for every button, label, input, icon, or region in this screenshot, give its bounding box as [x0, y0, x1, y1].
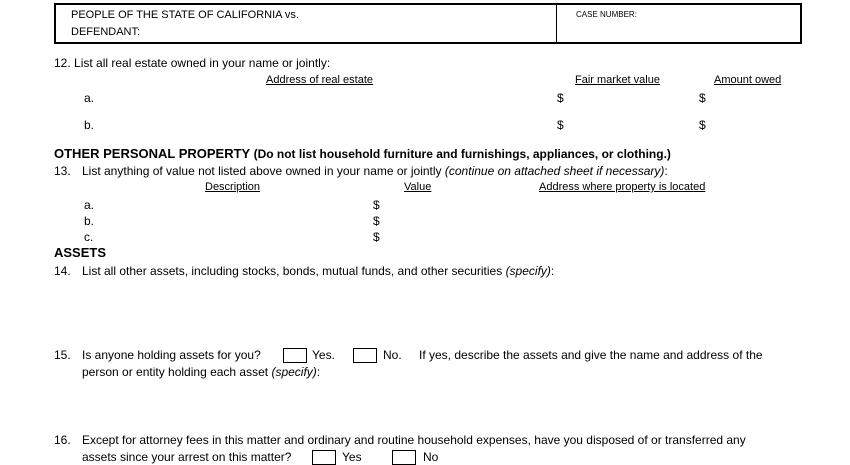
- q14-italic: (specify): [505, 264, 551, 278]
- q15-yes-checkbox[interactable]: [283, 348, 307, 363]
- q16-text: Except for attorney fees in this matter and ordinary and routine household expenses, have you disposed of or transferred any: [82, 433, 746, 447]
- q16-line2: assets since your arrest on this matter?: [82, 450, 292, 464]
- q16-yes-label: Yes: [342, 450, 362, 464]
- q15-line2-italic: (specify): [271, 365, 317, 379]
- other-personal-note: (Do not list household furniture and furnishings, appliances, or clothing.): [250, 147, 671, 161]
- q14-colon: :: [550, 264, 555, 278]
- q12-col-address: Address of real estate: [266, 74, 374, 86]
- q12-col-owed: Amount owed: [714, 74, 782, 86]
- assets-heading: ASSETS: [54, 245, 107, 260]
- q15-line2: [82, 365, 320, 379]
- q12-row-a-letter: a.: [84, 91, 95, 105]
- q16-no-label: No: [423, 450, 439, 464]
- people-line: PEOPLE OF THE STATE OF CALIFORNIA vs.: [71, 9, 299, 21]
- q13-row-a-value: $: [373, 198, 380, 212]
- q12-col-fmv: Fair market value: [575, 74, 660, 86]
- caption-left-cell: [56, 5, 557, 42]
- case-number-label: CASE NUMBER:: [576, 10, 637, 19]
- q15-num: 15.: [54, 348, 71, 362]
- q12-row-b-fmv: $: [557, 118, 564, 132]
- q13-row-a-letter: a.: [84, 198, 95, 212]
- q15-line2-text: person or entity holding each asset: [82, 365, 272, 379]
- q12-row-b-owed: $: [699, 118, 706, 132]
- q13-num: 13.: [54, 164, 71, 178]
- q13-text: List anything of value not listed above owned in your name or jointly: [82, 164, 445, 178]
- q16-yes-checkbox[interactable]: [312, 450, 336, 465]
- q13-col-value: Value: [404, 181, 432, 193]
- q15-instructions: If yes, describe the assets and give the name and address of the: [419, 348, 763, 362]
- q12-row-a-owed: $: [699, 91, 706, 105]
- q15-no-checkbox[interactable]: [353, 348, 377, 363]
- q15-text: Is anyone holding assets for you?: [82, 348, 261, 362]
- q13-col-address: Address where property is located: [539, 181, 706, 193]
- q13-colon: :: [664, 164, 668, 178]
- q13-row-b-letter: b.: [84, 214, 95, 228]
- q15-no-label: No.: [383, 348, 402, 362]
- q13-row-b-value: $: [373, 214, 380, 228]
- q13-italic: (continue on attached sheet if necessary): [444, 164, 665, 178]
- q14-num: 14.: [54, 264, 71, 278]
- q13-row-c-value: $: [373, 230, 380, 244]
- caption-box: [54, 3, 802, 44]
- other-personal-title: OTHER PERSONAL PROPERTY: [54, 146, 251, 161]
- q14-text: List all other assets, including stocks, bonds, mutual funds, and other securities: [82, 264, 506, 278]
- q14-line: [82, 264, 554, 278]
- q13-col-desc: Description: [205, 181, 261, 193]
- q12-text: 12. List all real estate owned in your name or jointly:: [54, 56, 331, 70]
- q12-row-a-fmv: $: [557, 91, 564, 105]
- q15-yes-label: Yes.: [312, 348, 335, 362]
- q15-line2-colon: :: [316, 365, 321, 379]
- q13-line: [82, 164, 668, 178]
- q13-row-c-letter: c.: [84, 230, 94, 244]
- q16-no-checkbox[interactable]: [392, 450, 416, 465]
- q12-row-b-letter: b.: [84, 118, 95, 132]
- q16-num: 16.: [54, 433, 71, 447]
- defendant-label: DEFENDANT:: [71, 26, 141, 38]
- other-personal-heading: [54, 146, 671, 161]
